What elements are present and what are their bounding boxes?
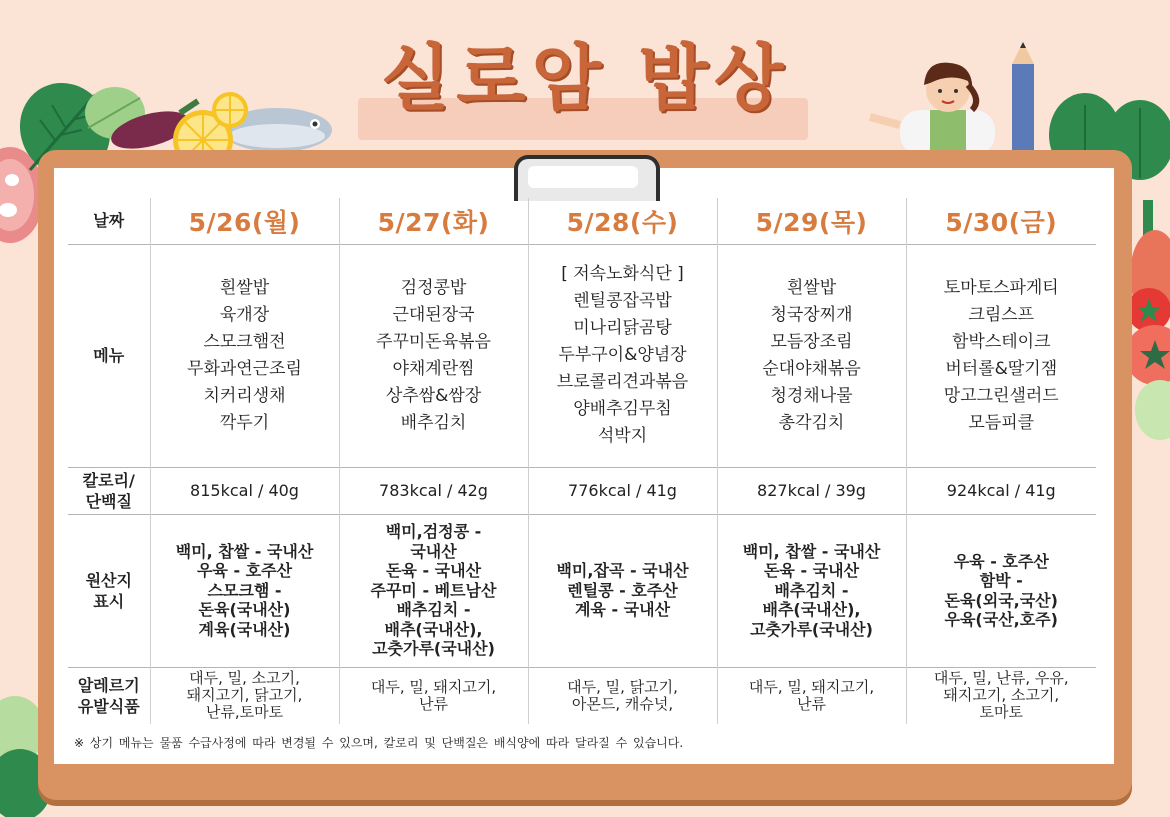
allergy-line: 대두, 밀, 난류, 우유, — [933, 669, 1069, 687]
menu-item: 배추김치 — [400, 412, 467, 433]
allergy-cell-wed — [528, 667, 717, 724]
calorie-cell-mon: 815kcal / 40g — [150, 467, 339, 514]
menu-item: 버터롤&딸기잼 — [945, 358, 1058, 379]
calorie-cell-fri: 924kcal / 41g — [906, 467, 1096, 514]
origin-line: 렌틸콩 - 호주산 — [567, 580, 678, 600]
origin-line: 백미,잡곡 - 국내산 — [556, 561, 689, 581]
origin-line: 돈육(외국,국산) — [944, 590, 1058, 610]
menu-item: 스모크햄전 — [203, 331, 286, 352]
menu-item: 흰쌀밥 — [786, 277, 837, 298]
menu-item: 함박스테이크 — [951, 331, 1051, 352]
allergy-cell-thu — [717, 667, 906, 724]
menu-item: 미나리닭곰탕 — [573, 318, 672, 338]
origin-line: 백미,검정콩 - — [385, 522, 482, 542]
menu-cell-tue — [339, 244, 528, 467]
origin-line: 돈육 - 국내산 — [763, 561, 860, 581]
origin-line: 배추(국내산), — [384, 619, 483, 639]
origin-line: 배추김치 - — [774, 580, 849, 600]
menu-row — [68, 244, 1096, 467]
origin-line: 우육 - 호주산 — [953, 551, 1049, 571]
allergy-line: 아몬드, 캐슈넛, — [571, 694, 674, 713]
allergy-cell-mon — [150, 667, 339, 724]
origin-line: 우육 - 호주산 — [196, 561, 293, 581]
menu-item: 흰쌀밥 — [219, 277, 270, 298]
menu-item: 상추쌈&쌈장 — [385, 385, 482, 406]
allergy-label: 알레르기 유발식품 — [68, 667, 150, 724]
menu-item: 순대야채볶음 — [762, 358, 861, 379]
menu-item: 주꾸미돈육볶음 — [376, 331, 491, 352]
menu-cell-thu — [717, 244, 906, 467]
calorie-label: 칼로리/ 단백질 — [68, 467, 150, 514]
menu-cell-wed — [528, 244, 717, 467]
origin-cell-tue — [339, 514, 528, 667]
origin-row — [68, 514, 1096, 667]
origin-line: 돈육 - 국내산 — [385, 561, 482, 581]
calorie-cell-tue: 783kcal / 42g — [339, 467, 528, 514]
menu-item: 깍두기 — [219, 412, 270, 433]
origin-line: 배추(국내산), — [762, 600, 861, 620]
calorie-row — [68, 467, 1096, 514]
allergy-line: 난류,토마토 — [205, 703, 284, 721]
menu-item: 야채계란찜 — [392, 358, 475, 379]
origin-cell-wed — [528, 514, 717, 667]
menu-item: 브로콜리견과볶음 — [556, 372, 689, 392]
menu-item: 청경채나물 — [770, 385, 853, 406]
menu-item: 모듬장조림 — [770, 331, 853, 352]
menu-item: [ 저속노화식단 ] — [561, 264, 684, 284]
origin-line: 주꾸미 - 베트남산 — [370, 580, 497, 600]
allergy-line: 대두, 밀, 돼지고기, — [370, 677, 497, 696]
menu-cell-mon — [150, 244, 339, 467]
weekly-menu-table — [68, 198, 1096, 724]
origin-line: 고춧가루(국내산) — [750, 619, 873, 639]
allergy-line: 난류 — [797, 694, 826, 713]
day-header-thu: 5/29(목) — [717, 198, 906, 244]
origin-line: 함박 - — [979, 571, 1023, 590]
page-title: 실로암 밥상 — [380, 36, 790, 120]
origin-line: 우육(국산,호주) — [944, 610, 1058, 629]
day-header-mon: 5/26(월) — [150, 198, 339, 244]
menu-item: 토마토스파게티 — [943, 277, 1059, 298]
clipboard-clip-hole — [528, 166, 638, 188]
day-header-tue: 5/27(화) — [339, 198, 528, 244]
footnote: ※ 상기 메뉴는 물품 수급사정에 따라 변경될 수 있으며, 칼로리 및 단백질은 배식양에 따라 달라질 수 있습니다. — [74, 736, 684, 750]
menu-item: 검정콩밥 — [400, 277, 467, 298]
day-header-wed: 5/28(수) — [528, 198, 717, 244]
menu-item: 무화과연근조림 — [187, 358, 302, 379]
allergy-line: 난류 — [419, 694, 448, 713]
menu-item: 망고그린샐러드 — [943, 385, 1059, 406]
allergy-line: 토마토 — [979, 703, 1023, 721]
menu-item: 크림스프 — [968, 304, 1035, 325]
menu-cell-fri — [906, 244, 1096, 467]
menu-item: 석박지 — [597, 426, 648, 446]
allergy-row — [68, 667, 1096, 724]
menu-item: 육개장 — [219, 304, 270, 325]
allergy-line: 대두, 밀, 소고기, — [189, 669, 300, 687]
origin-line: 국내산 — [410, 541, 457, 561]
origin-line: 백미, 찹쌀 - 국내산 — [742, 541, 881, 561]
allergy-line: 돼지고기, 소고기, — [943, 686, 1060, 704]
origin-line: 배추김치 - — [396, 600, 471, 620]
menu-item: 치커리생채 — [203, 385, 286, 406]
origin-line: 백미, 찹쌀 - 국내산 — [175, 541, 314, 561]
origin-label: 원산지 표시 — [68, 514, 150, 667]
menu-item: 렌틸콩잡곡밥 — [573, 291, 672, 311]
origin-line: 돈육(국내산) — [198, 600, 291, 620]
origin-cell-fri — [906, 514, 1096, 667]
menu-item: 두부구이&양념장 — [558, 345, 687, 365]
origin-line: 계육 - 국내산 — [574, 600, 671, 620]
day-header-fri: 5/30(금) — [906, 198, 1096, 244]
calorie-cell-wed: 776kcal / 41g — [528, 467, 717, 514]
origin-cell-thu — [717, 514, 906, 667]
date-row — [68, 198, 1096, 244]
menu-item: 총각김치 — [778, 412, 845, 433]
menu-item: 청국장찌개 — [770, 304, 853, 325]
date-label: 날짜 — [93, 211, 125, 231]
calorie-cell-thu: 827kcal / 39g — [717, 467, 906, 514]
origin-line: 스모크햄 - — [207, 580, 282, 600]
menu-item: 양배추김무침 — [573, 399, 672, 419]
origin-line: 고춧가루(국내산) — [372, 639, 495, 659]
allergy-line: 돼지고기, 닭고기, — [186, 686, 303, 704]
origin-line: 계육(국내산) — [198, 619, 291, 639]
origin-cell-mon — [150, 514, 339, 667]
menu-label: 메뉴 — [68, 244, 150, 467]
allergy-line: 대두, 밀, 닭고기, — [567, 677, 678, 696]
allergy-cell-fri — [906, 667, 1096, 724]
allergy-line: 대두, 밀, 돼지고기, — [748, 677, 875, 696]
allergy-cell-tue — [339, 667, 528, 724]
menu-item: 근대된장국 — [392, 304, 475, 325]
menu-item: 모듬피클 — [968, 412, 1035, 433]
